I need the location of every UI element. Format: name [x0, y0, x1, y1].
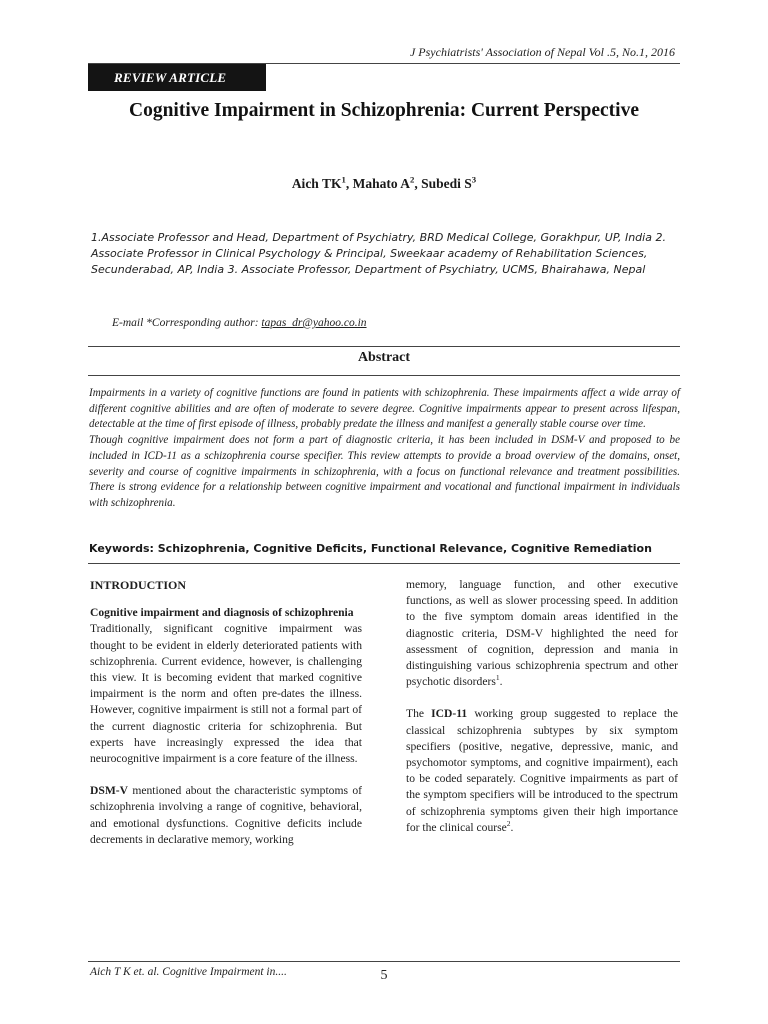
abstract-paragraph: Though cognitive impairment does not form a part of diagnostic criteria, it has been included in DSM-V and proposed to be included in ICD-11 as a schizophrenia course specifier. This review attempts to provide a broad overview of the domains, onset, severity and course of cognitive impairments in schizophrenia, with a focus on functional relevance and treatment possibilities. There is strong evidence for a relationship between cognitive impairment and vocational and functional impairment in individuals with schizophrenia. — [89, 434, 680, 509]
footer-rule — [88, 961, 680, 962]
abstract-paragraph: Impairments in a variety of cognitive functions are found in patients with schizophrenia. These impairments affect a wide array of different cognitive abilities and are often of moderate to severe degree. Cognitive impairments appear to present across lifespan, detectable at the time of first episode of illness, probably predate the illness and manifest a generally stable course over time. — [89, 387, 680, 431]
journal-citation: J Psychiatrists' Association of Nepal Vol .5, No.1, 2016 — [409, 45, 675, 59]
abstract-top-rule — [88, 346, 680, 347]
body-paragraph: The ICD-11 working group suggested to replace the classical schizophrenia subtypes by six symptom specifiers (positive, negative, depressive, manic, and psychomotor symptoms, and cognitive impairment), each to be coded separately. Cognitive impairments as part of the symptom specifiers will be introduced to the spectrum of schizophrenia symptoms given their high importance for the clinical course$^2$. — [406, 707, 678, 834]
paper-title: Cognitive Impairment in Schizophrenia: Current Perspective — [128, 100, 640, 121]
author: Mahato A — [352, 176, 410, 191]
citation-ref: 2 — [506, 818, 511, 828]
affiliations: 1.Associate Professor and Head, Department of Psychiatry, BRD Medical College, Gorakhpur, UP, India 2. Associate Professor in Clinical Psychology & Principal, Sweekaar academy of Rehabilitation Sciences, Secunderabad, AP, India 3. Associate Professor, Department of Psychiatry, UCMS, Bhairahawa, Nepal — [91, 231, 666, 276]
author: Subedi S — [421, 176, 472, 191]
keywords-rule — [88, 563, 680, 564]
section-heading: INTRODUCTION — [90, 578, 187, 592]
author-list: Aich $TK^1$, Mahato $A^2$, Subedi $S^3$ — [291, 174, 477, 191]
body-paragraph: memory, language function, and other executive functions, as well as slower processing speed. In addition to the five symptom domain areas identified in the diagnostic criteria, DSM-V highlighted the need for assessment of cognition, depression and mania in distinguishing various schizophrenia spectrum and other psychotic disorders$^1$. — [406, 578, 678, 689]
author-affil-marker: 2 — [409, 174, 415, 185]
abstract-heading-rule — [88, 375, 680, 376]
abstract-heading: Abstract — [357, 350, 411, 365]
email-link[interactable]: tapas_dr@yahoo.co.in — [261, 317, 367, 329]
keywords: Keywords: Schizophrenia, Cognitive Deficits, Functional Relevance, Cognitive Remediation — [89, 542, 652, 555]
citation-ref: 1 — [495, 673, 500, 683]
article-type-badge: REVIEW ARTICLE — [88, 64, 266, 91]
body-paragraph: DSM-V mentioned about the characteristic symptoms of schizophrenia involving a range of cognitive, behavioral, and emotional dysfunctions. Cognitive deficits include decrements in declarative memory, working — [90, 784, 362, 846]
abstract-body — [89, 386, 680, 512]
right-column — [406, 577, 678, 852]
page-number: 5 — [380, 968, 388, 983]
author: Aich TK — [291, 176, 342, 191]
author-affil-marker: 1 — [341, 174, 346, 185]
body-paragraph: Traditionally, significant cognitive impairment was thought to be evident in elderly deteriorated patients with schizophrenia. Current evidence, however, is challenging this view. It is becoming evident that marked cognitive impairment is the norm and often pre-dates the illness. However, cognitive impairment is still not a formal part of the current diagnostic criteria for schizophrenia. But experts have increasingly expressed the idea that neurocognitive impairment is a core feature of the illness. — [90, 622, 362, 766]
running-footer: Aich T K et. al. Cognitive Impairment in.... — [90, 966, 287, 978]
corresponding-email: E-mail *Corresponding author: tapas_dr@yahoo.co.in — [112, 317, 367, 329]
author-affil-marker: 3 — [471, 174, 477, 185]
subsection-heading: Cognitive impairment and diagnosis of schizophrenia — [90, 606, 354, 620]
left-column — [90, 577, 362, 864]
